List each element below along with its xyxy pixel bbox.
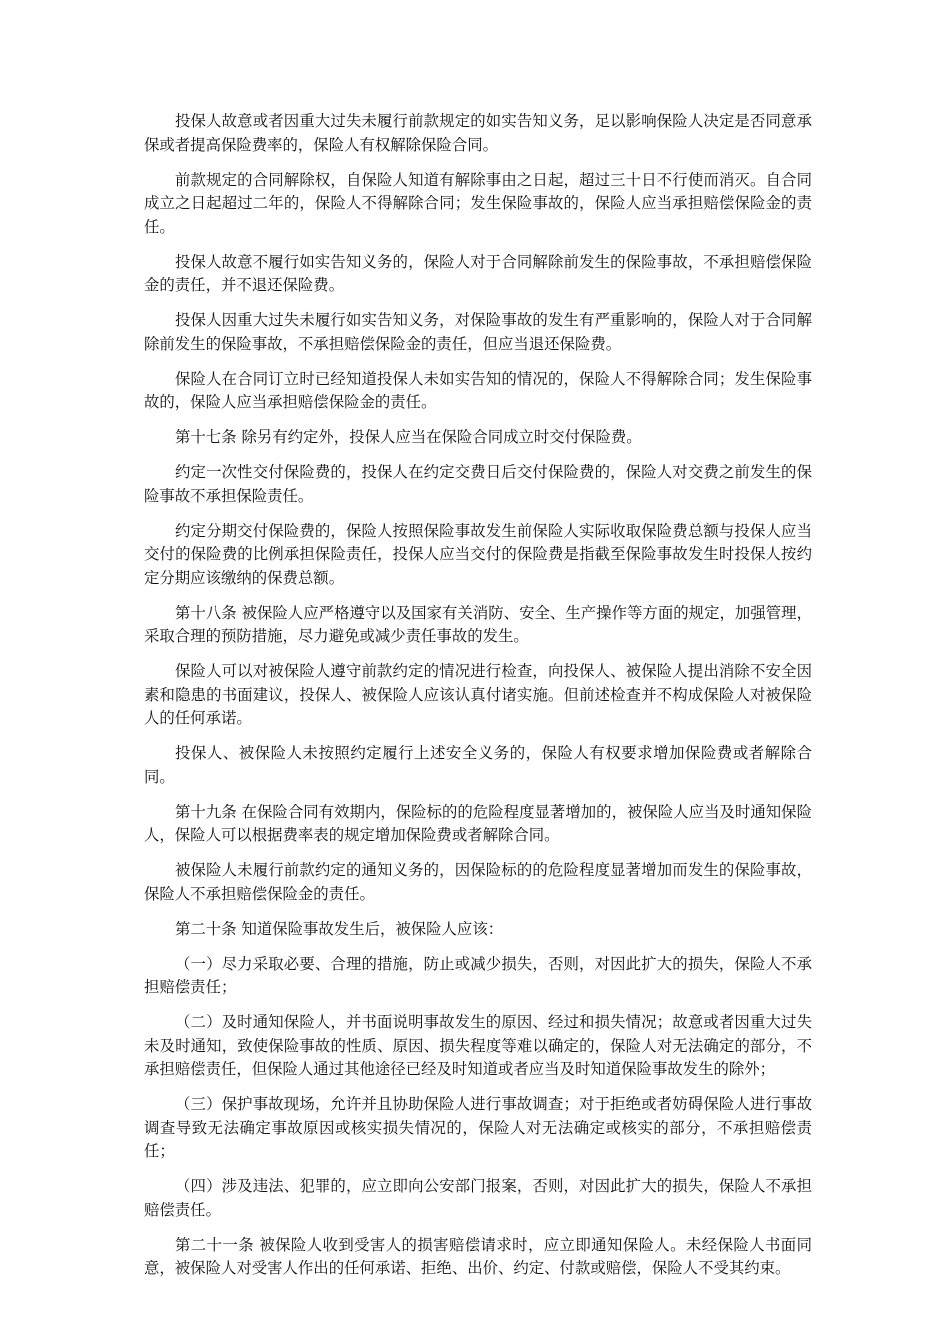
list-item: （二）及时通知保险人，并书面说明事故发生的原因、经过和损失情况；故意或者因重大过失未及时通知，致使保险事故的性质、原因、损失程度等难以确定的，保险人对无法确定的部分，不承担赔偿责任，但保险人通过其他途径已经及时知道或者应当及时知道保险事故发生的除外； — [144, 1013, 812, 1078]
list-item: （四）涉及违法、犯罪的，应立即向公安部门报案，否则，对因此扩大的损失，保险人不承担赔偿责任。 — [144, 1177, 812, 1219]
paragraph: 前款规定的合同解除权，自保险人知道有解除事由之日起，超过三十日不行使而消灭。自合同成立之日起超过二年的，保险人不得解除合同；发生保险事故的，保险人应当承担赔偿保险金的责任。 — [144, 170, 812, 236]
paragraph: 投保人故意不履行如实告知义务的，保险人对于合同解除前发生的保险事故，不承担赔偿保险金的责任，并不退还保险费。 — [144, 252, 812, 294]
list-item: （三）保护事故现场，允许并且协助保险人进行事故调查；对于拒绝或者妨碍保险人进行事故调查导致无法确定事故原因或核实损失情况的，保险人对无法确定或核实的部分，不承担赔偿责任； — [144, 1095, 812, 1160]
document-page — [144, 110, 812, 1292]
paragraph: 约定一次性交付保险费的，投保人在约定交费日后交付保险费的，保险人对交费之前发生的保险事故不承担保险责任。 — [144, 463, 812, 505]
article-18: 第十八条 被保险人应严格遵守以及国家有关消防、安全、生产操作等方面的规定，加强管理，采取合理的预防措施，尽力避免或减少责任事故的发生。 — [144, 603, 812, 645]
article-19: 第十九条 在保险合同有效期内，保险标的的危险程度显著增加的，被保险人应当及时通知保险人，保险人可以根据费率表的规定增加保险费或者解除合同。 — [144, 802, 812, 844]
paragraph: 保险人在合同订立时已经知道投保人未如实告知的情况的，保险人不得解除合同；发生保险事故的，保险人应当承担赔偿保险金的责任。 — [144, 369, 812, 411]
paragraph: 保险人可以对被保险人遵守前款约定的情况进行检查，向投保人、被保险人提出消除不安全因素和隐患的书面建议，投保人、被保险人应该认真付诸实施。但前述检查并不构成保险人对被保险人的任何承诺。 — [144, 662, 812, 727]
paragraph: 投保人故意或者因重大过失未履行前款规定的如实告知义务，足以影响保险人决定是否同意承保或者提高保险费率的，保险人有权解除保险合同。 — [144, 112, 812, 154]
paragraph: 被保险人未履行前款约定的通知义务的，因保险标的的危险程度显著增加而发生的保险事故，保险人不承担赔偿保险金的责任。 — [144, 861, 812, 903]
article-20: 第二十条 知道保险事故发生后，被保险人应该： — [175, 919, 504, 938]
paragraph: 投保人、被保险人未按照约定履行上述安全义务的，保险人有权要求增加保险费或者解除合同。 — [144, 744, 812, 786]
article-17: 第十七条 除另有约定外，投保人应当在保险合同成立时交付保险费。 — [175, 428, 642, 446]
list-item: （一）尽力采取必要、合理的措施，防止或减少损失，否则，对因此扩大的损失，保险人不承担赔偿责任； — [144, 954, 812, 996]
article-21: 第二十一条 被保险人收到受害人的损害赔偿请求时，应立即通知保险人。未经保险人书面同意，被保险人对受害人作出的任何承诺、拒绝、出价、约定、付款或赔偿，保险人不受其约束。 — [144, 1235, 812, 1277]
paragraph: 约定分期交付保险费的，保险人按照保险事故发生前保险人实际收取保险费总额与投保人应当交付的保险费的比例承担保险责任，投保人应当交付的保险费是指截至保险事故发生时投保人按约定分期应该缴纳的保费总额。 — [144, 521, 812, 587]
paragraph: 投保人因重大过失未履行如实告知义务，对保险事故的发生有严重影响的，保险人对于合同解除前发生的保险事故，不承担赔偿保险金的责任，但应当退还保险费。 — [144, 311, 812, 353]
